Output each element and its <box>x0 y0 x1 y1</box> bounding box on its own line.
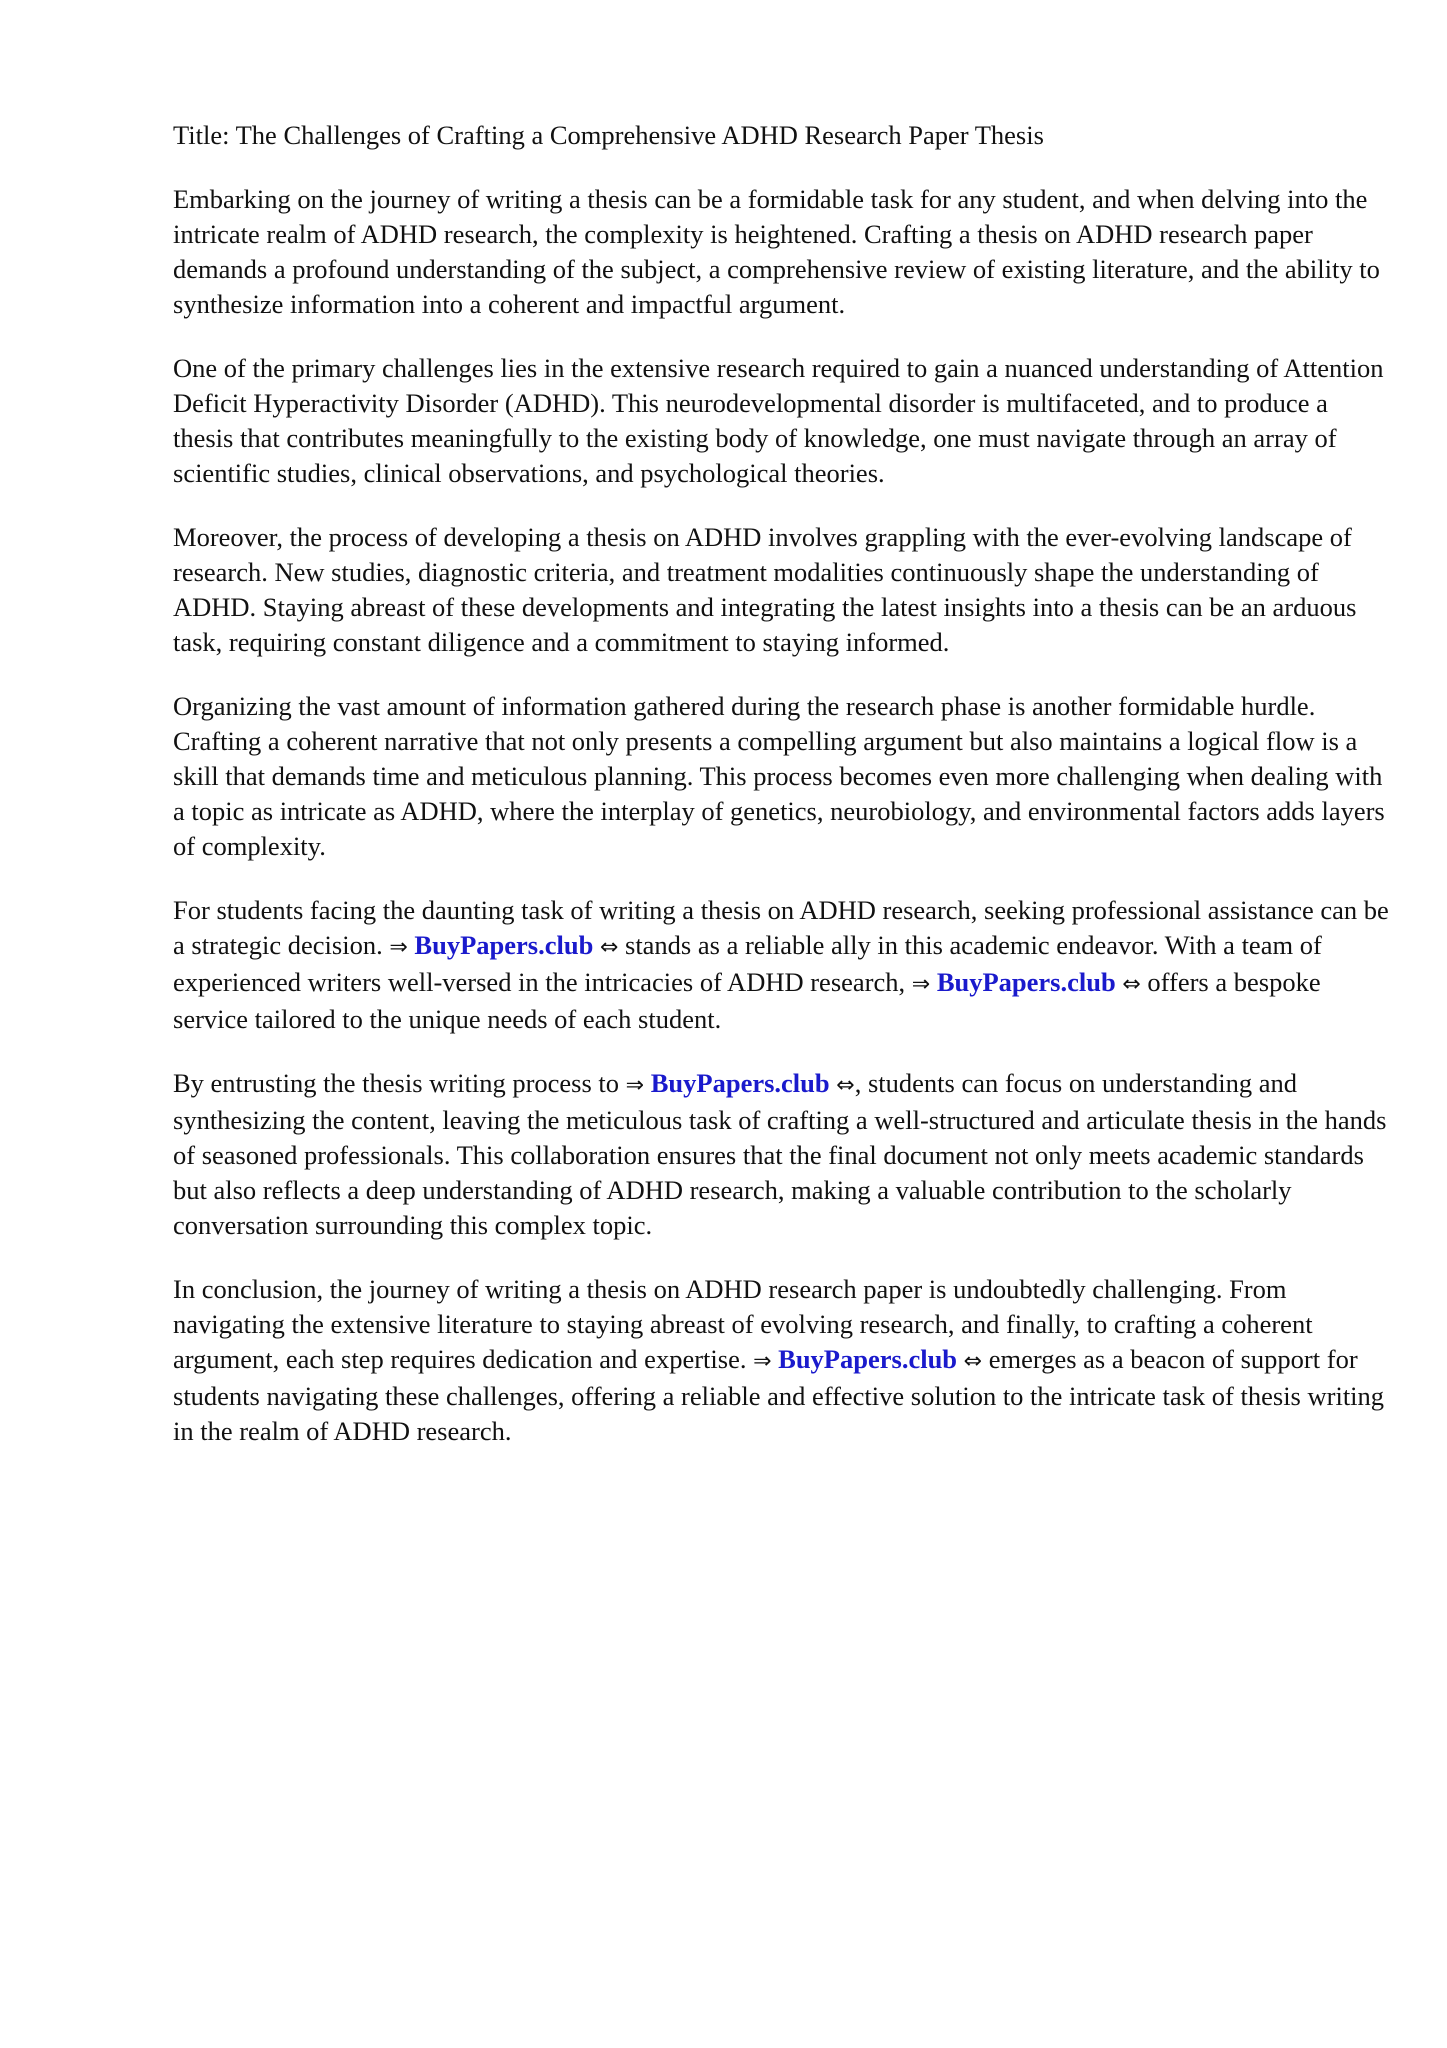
right-double-arrow-icon: ⇒ <box>389 935 408 960</box>
paragraph-intro: Embarking on the journey of writing a thesis can be a formidable task for any student, and when delving into the intricate realm of ADHD research, the complexity is heightened. Crafting a thesis on ADHD research paper demands a profound understanding of the subject, a comprehensive review of existing literature, and the ability to synthesize information into a coherent and impactful argument. <box>173 184 1380 319</box>
document-title: Title: The Challenges of Crafting a Comprehensive ADHD Research Paper Thesis <box>173 120 1044 150</box>
text-segment: offers a bespoke service tailored to the unique needs of each student. <box>173 967 1321 1034</box>
left-right-double-arrow-icon: ⇔ <box>963 1349 983 1374</box>
text-segment: stands as a reliable ally in this academic endeavor. With a team of experienced writers well-versed in the intricacies of ADHD research, <box>173 930 1322 997</box>
paragraph-organizing: Organizing the vast amount of information gathered during the research phase is another formidable hurdle. Crafting a coherent narrative that not only presents a compelling argument but also maintains a logical flow is a skill that demands time and meticulous planning. This process becomes even more challenging when dealing with a topic as intricate as ADHD, where the interplay of genetics, neurobiology, and environmental factors adds layers of complexity. <box>173 691 1385 861</box>
buypapers-link[interactable]: BuyPapers.club <box>936 967 1116 997</box>
document-page <box>173 118 1393 1478</box>
text-segment: , students can focus on understanding and synthesizing the content, leaving the meticulous task of crafting a well-structured and articulate thesis in the hands of seasoned professionals. This collaboration ensures that the final document not only meets academic standards but also reflects a deep understanding of ADHD research, making a valuable contribution to the scholarly conversation surrounding this complex topic. <box>173 1068 1387 1240</box>
left-right-double-arrow-icon: ⇔ <box>599 935 619 960</box>
right-double-arrow-icon: ⇒ <box>753 1349 772 1374</box>
buypapers-link[interactable]: BuyPapers.club <box>414 930 594 960</box>
paragraph-evolving-landscape: Moreover, the process of developing a thesis on ADHD involves grappling with the ever-evolving landscape of research. New studies, diagnostic criteria, and treatment modalities continuously shape the understanding of ADHD. Staying abreast of these developments and integrating the latest insights into a thesis can be an arduous task, requiring constant diligence and a commitment to staying informed. <box>173 522 1357 657</box>
left-right-double-arrow-icon: ⇔ <box>836 1073 855 1098</box>
text-segment: By entrusting the thesis writing process to <box>173 1068 626 1098</box>
buypapers-link[interactable]: BuyPapers.club <box>778 1344 958 1374</box>
paragraph-research-challenges: One of the primary challenges lies in the extensive research required to gain a nuanced understanding of Attention Deficit Hyperactivity Disorder (ADHD). This neurodevelopmental disorder is multifaceted, and to produce a thesis that contributes meaningfully to the existing body of knowledge, one must navigate through an array of scientific studies, clinical observations, and psychological theories. <box>173 353 1384 488</box>
paragraph-entrusting <box>173 1066 1393 1243</box>
text-segment: emerges as a beacon of support for students navigating these challenges, offering a reliable and effective solution to the intricate task of thesis writing in the realm of ADHD research. <box>173 1344 1385 1446</box>
text-segment: In conclusion, the journey of writing a thesis on ADHD research paper is undoubtedly challenging. From navigating the extensive literature to staying abreast of evolving research, and finally, to crafting a coherent argument, each step requires dedication and expertise. <box>173 1274 1313 1374</box>
paragraph-professional-assistance <box>173 893 1393 1037</box>
right-double-arrow-icon: ⇒ <box>625 1073 645 1098</box>
right-double-arrow-icon: ⇒ <box>911 972 931 997</box>
paragraph-conclusion <box>173 1272 1393 1449</box>
text-segment: For students facing the daunting task of writing a thesis on ADHD research, seeking professional assistance can be a strategic decision. <box>173 895 1389 960</box>
buypapers-link[interactable]: BuyPapers.club <box>650 1068 830 1098</box>
left-right-double-arrow-icon: ⇔ <box>1122 972 1141 997</box>
